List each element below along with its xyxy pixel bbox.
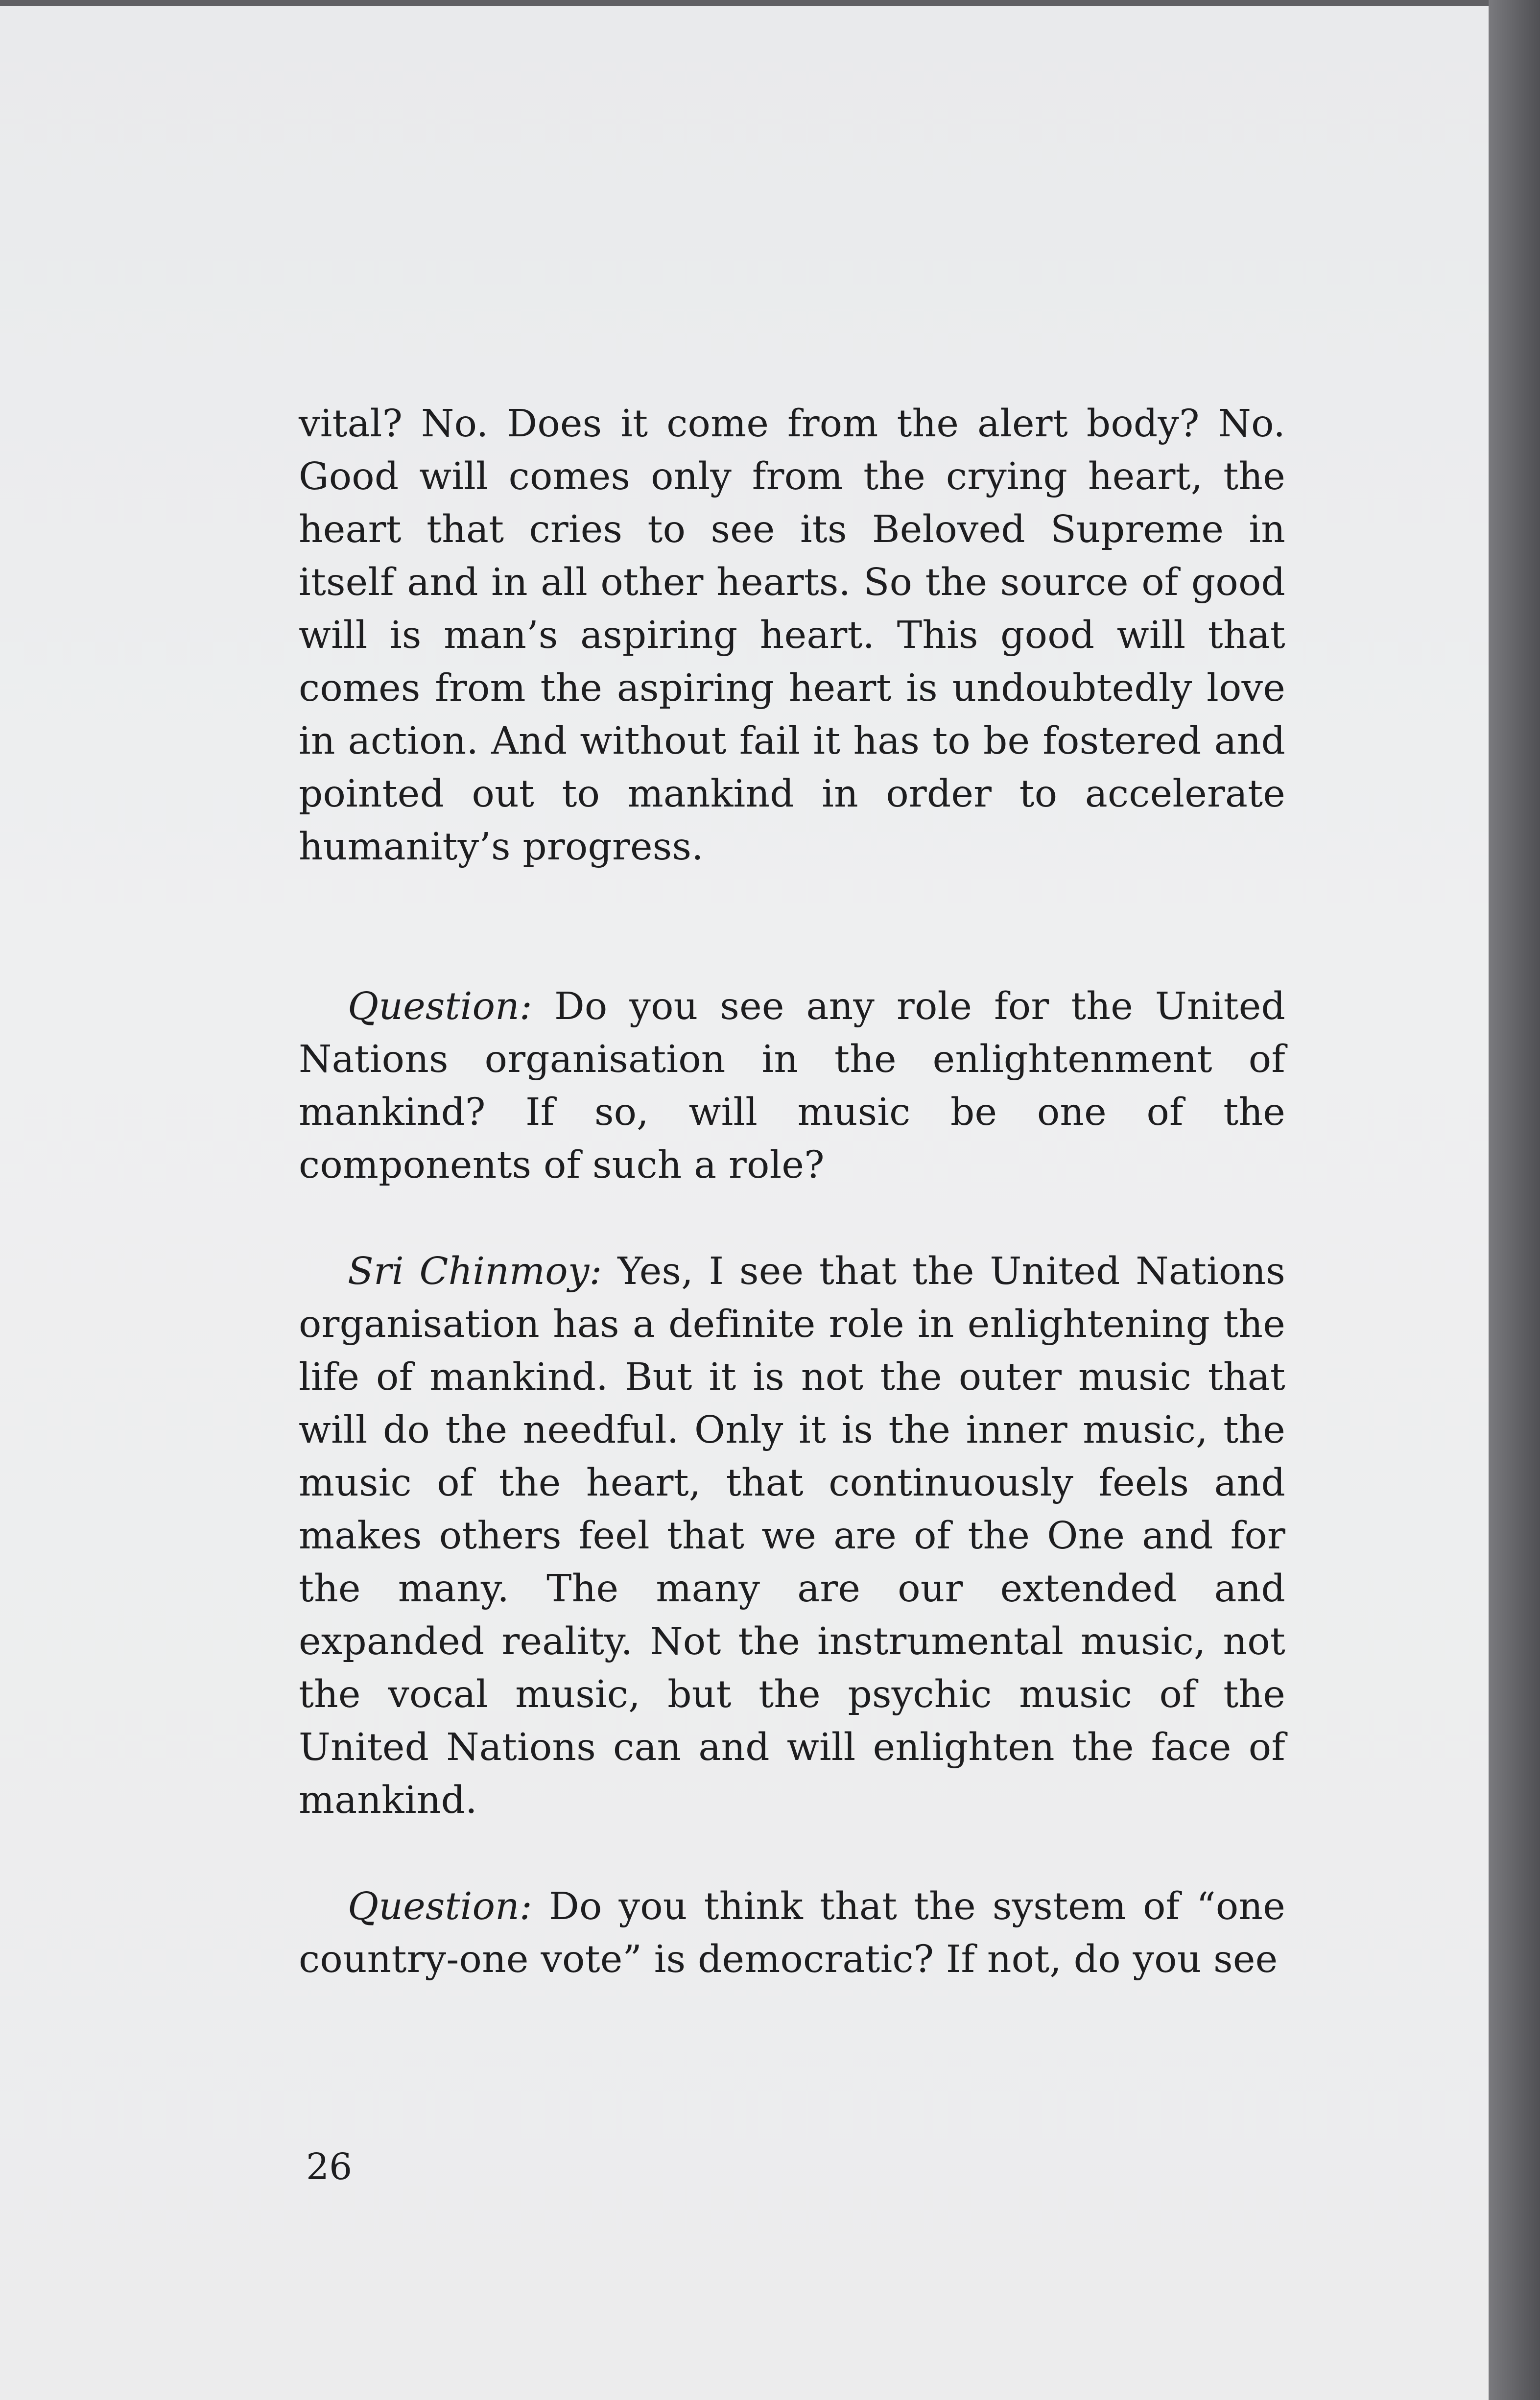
paragraph-text: vital? No. Does it come from the alert body? No. Good will comes only from the crying heart, the heart that cries to see its Beloved Supreme in itself and in all other hearts. So the source of good will is man’s aspiring heart. This good will that comes from the aspiring heart is undoubtedly love in action. And without fail it has to be fostered and pointed out to mankind in order to accelerate humanity’s progress. [299,402,1285,869]
page-number: 26 [306,2146,353,2188]
book-page [0,6,1489,2400]
speaker-label: Sri Chinmoy: [348,1250,602,1293]
paragraph-text: Do you see any role for the United Nations organisation in the enlightenment of mankind? If so, will music be one of the components of such a role? [299,985,1285,1187]
paragraph-text: Yes, I see that the United Nations organisation has a definite role in enlightening the life of mankind. But it is not the outer music that will do the needful. Only it is the inner music, the music of the heart, that continuously feels and makes others feel that we are of the One and for the many. The many are our extended and expanded reality. Not the instrumental music, not the vocal music, but the psychic music of the United Nations can and will enlighten the face of mankind. [299,1250,1285,1822]
speaker-label: Question: [348,985,533,1028]
paragraph-continuation [299,398,1285,874]
paragraph-question-2 [299,1880,1285,1986]
paragraph-question-1 [299,980,1285,1192]
paragraph-text: Do you think that the system of “one country-one vote” is democratic? If not, do you see [299,1885,1285,1981]
speaker-label: Question: [348,1885,533,1928]
paragraph-answer-1 [299,1245,1285,1827]
scan-right-edge [1489,0,1540,2400]
scan-top-edge [0,0,1540,6]
